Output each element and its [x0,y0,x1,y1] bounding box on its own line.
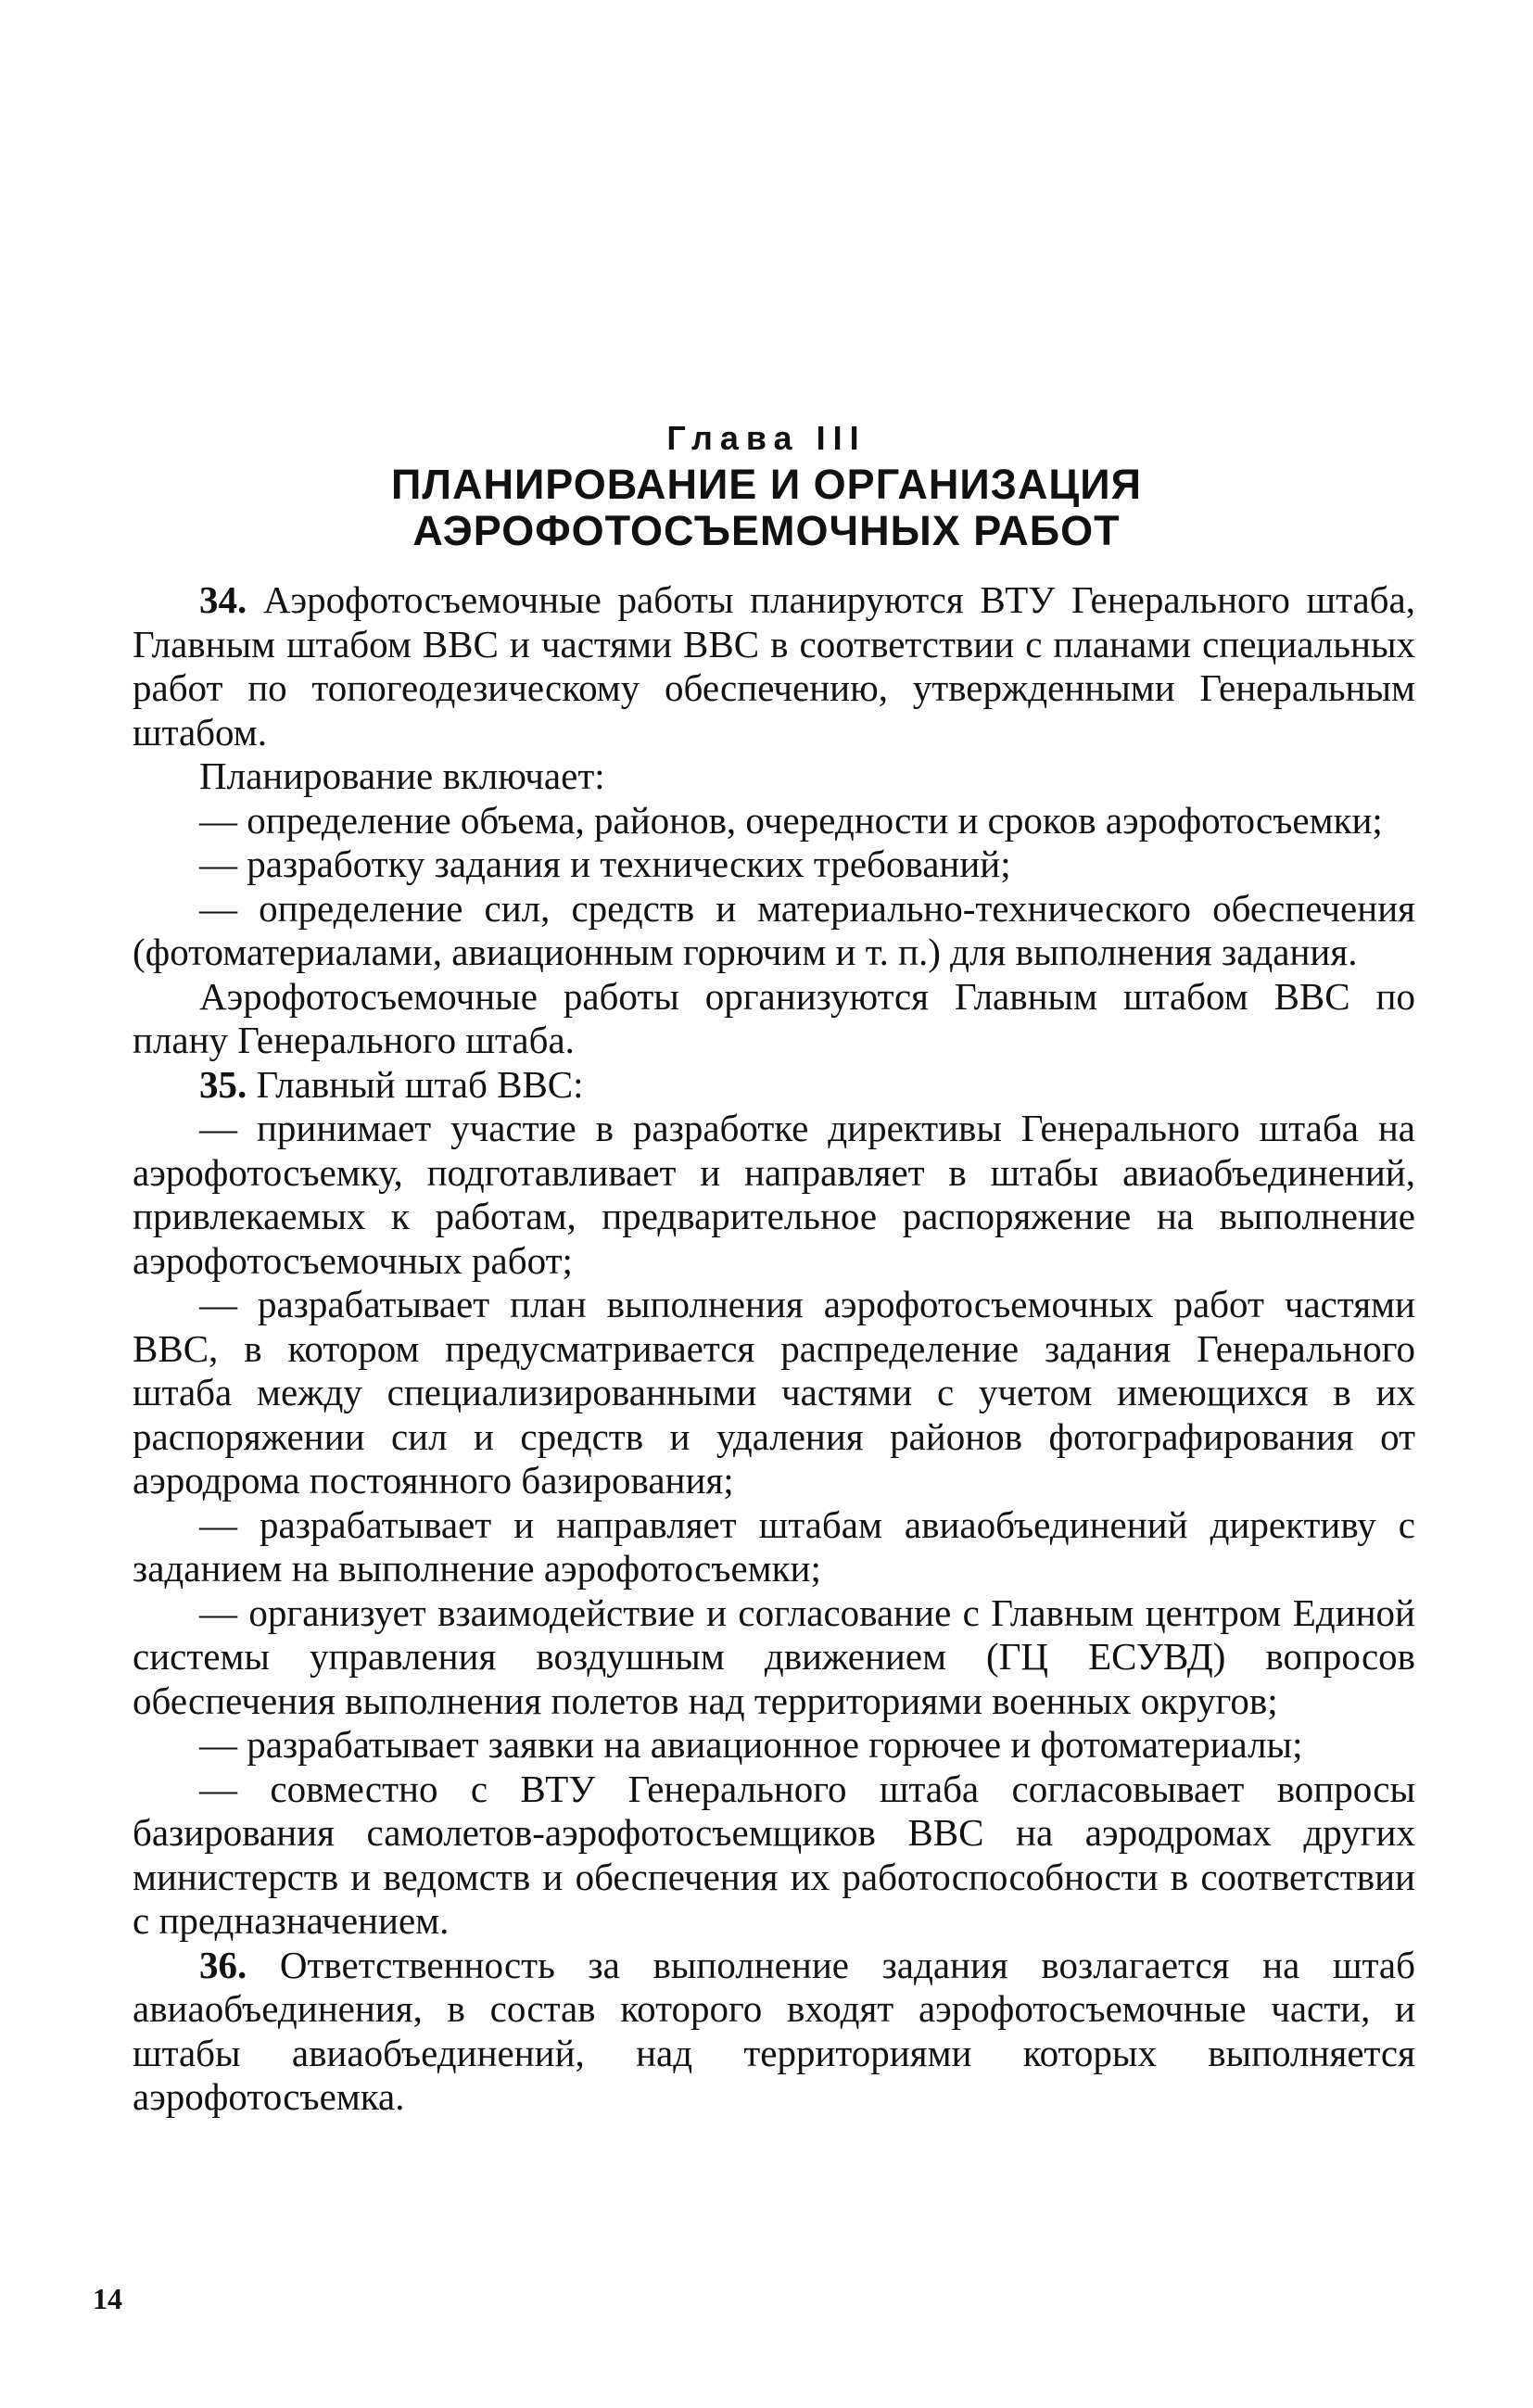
paragraph-text: Аэрофотосъемочные работы организуются Главным штабом ВВС по плану Генерального штаба. [133,974,1415,1061]
paragraph [133,975,1415,1063]
paragraph-number: 34. [199,578,247,621]
list-item [133,1591,1415,1724]
body-text [133,578,1415,2120]
paragraph-text: — разработку задания и технических требований; [199,843,1011,885]
list-item [133,799,1415,843]
paragraph-text: — разрабатывает заявки на авиационное горючее и фотоматериалы; [199,1723,1303,1766]
paragraph-text: — определение сил, средств и материально-технического обеспечения (фотоматериалами, авиационным горючим и т. п.) для выполнения задания. [133,886,1415,973]
paragraph-text: Главный штаб ВВС: [256,1062,584,1106]
paragraph-text: Ответственность за выполнение задания возлагается на штаб авиаобъединения, в состав которого входят аэрофотосъемочные части, и штабы авиаобъединений, над территориями которых выполняется аэрофотосъемка. [133,1943,1415,2118]
paragraph-36 [133,1944,1415,2120]
paragraph-text: — разрабатывает и направляет штабам авиаобъединений директиву с заданием на выполнение аэрофотосъемки; [133,1502,1415,1590]
paragraph [133,754,1415,799]
paragraph-text: — принимает участие в разработке директивы Генерального штаба на аэрофотосъемку, подготавливает и направляет в штабы авиаобъединений, привлекаемых к работам, предварительное распоряжение на выполнение аэрофотосъемочных работ; [133,1107,1415,1282]
list-item [133,843,1415,887]
page-number: 14 [93,2282,122,2315]
chapter-title-line-2: АЭРОФОТОСЪЕМОЧНЫХ РАБОТ [412,507,1121,554]
paragraph-text: — разрабатывает план выполнения аэрофотосъемочных работ частями ВВС, в котором предусматривается распределение задания Генерального штаба между специализированными частями с учетом имеющихся в их распоряжении сил и средств и удаления районов фотографирования от аэродрома постоянного базирования; [133,1283,1415,1502]
paragraph-text: Планирование включает: [199,754,605,797]
paragraph-text: — совместно с ВТУ Генерального штаба согласовывает вопросы базирования самолетов-аэрофотосъемщиков ВВС на аэродромах других министерств и ведомств и обеспечения их работоспособности в соответствии с предназначением. [133,1767,1415,1942]
paragraph-text: — организует взаимодействие и согласование с Главным центром Единой системы управления воздушным движением (ГЦ ЕСУВД) вопросов обеспечения выполнения полетов над территориями военных округов; [133,1591,1415,1722]
paragraph-text: — определение объема, районов, очередности и сроков аэрофотосъемки; [199,798,1383,842]
paragraph-text: Аэрофотосъемочные работы планируются ВТУ Генерального штаба, Главным штабом ВВС и частями ВВС в соответствии с планами специальных работ по топогеодезическому обеспечению, утвержденными Генеральным штабом. [133,578,1415,754]
paragraph-35 [133,1063,1415,1108]
list-item [133,1768,1415,1944]
list-item [133,1503,1415,1591]
chapter-label: Глава III [666,419,867,457]
paragraph-34 [133,578,1415,754]
list-item [133,1107,1415,1283]
paragraph-number: 36. [199,1943,247,1986]
list-item [133,1723,1415,1768]
chapter-title-line-1: ПЛАНИРОВАНИЕ И ОРГАНИЗАЦИЯ [391,461,1142,508]
list-item [133,1283,1415,1503]
list-item [133,887,1415,975]
chapter-title [0,462,1533,554]
paragraph-number: 35. [199,1062,247,1106]
